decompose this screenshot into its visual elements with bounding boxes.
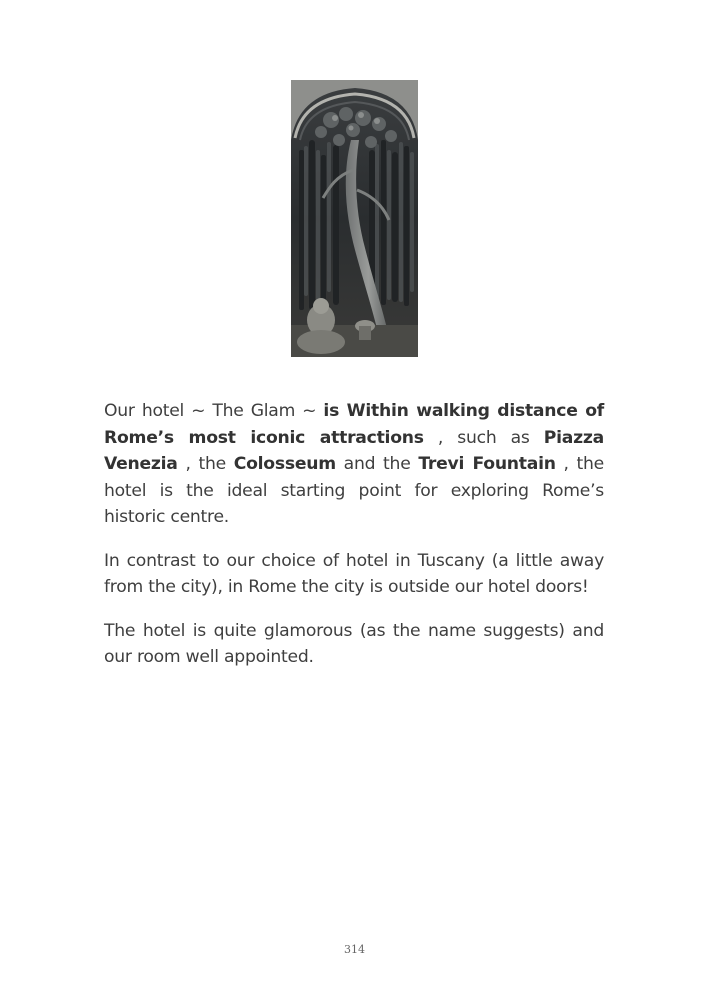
text-segment-bold: Colosseum: [233, 454, 336, 474]
text-segment-bold: Trevi Fountain: [418, 454, 556, 474]
text-segment: , the hotel is the ideal starting point for exploring Rome’s historic centre.: [104, 454, 605, 527]
text-segment: The hotel is quite glamorous (as the name suggests) and our room well appointed.: [104, 620, 604, 667]
paragraph-hotel-location: [104, 398, 604, 531]
text-segment-bold: Piazza Venezia: [104, 427, 604, 474]
paragraph-tuscany-contrast: [104, 548, 604, 601]
text-segment: Our hotel ~ The Glam ~: [104, 401, 324, 421]
text-segment: , such as: [423, 427, 544, 448]
text-segment: , the: [177, 454, 234, 474]
text-segment-bold: is Within walking distance of Rome’s most iconic attractions: [104, 401, 604, 448]
relief-sculpture-photo: [291, 80, 418, 357]
page-number: 314: [344, 943, 365, 956]
text-segment: In contrast to our choice of hotel in Tuscany (a little away from the city), in Rome the city is outside our hotel doors!: [104, 550, 604, 597]
paragraph-hotel-glamorous: [104, 618, 604, 671]
text-segment: and the: [335, 454, 419, 474]
body-text: [104, 398, 604, 688]
relief-sculpture-tree-photo: [291, 80, 418, 357]
